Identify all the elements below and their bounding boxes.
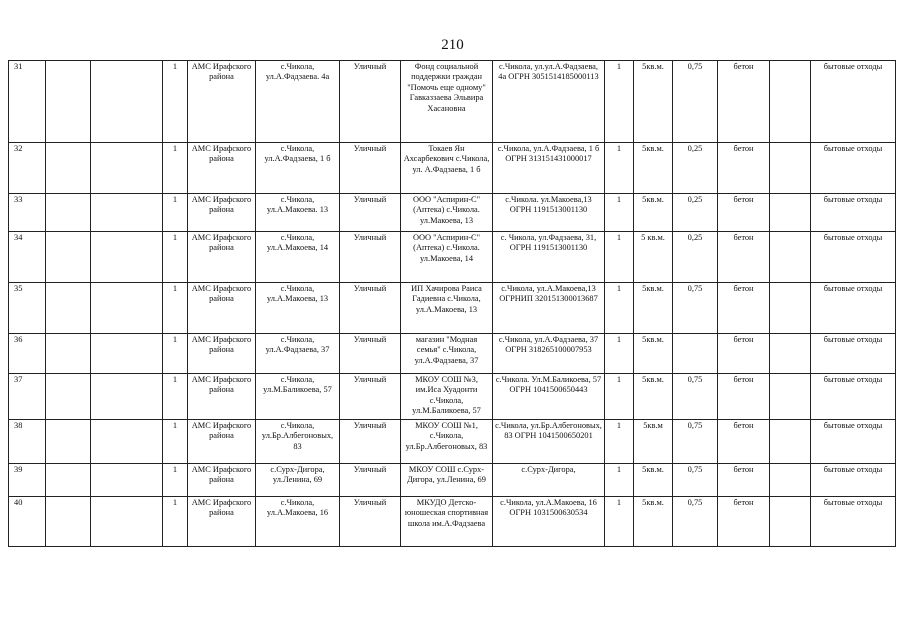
operator-details-cell: с.Чикола, ул.А.Фадзаева, 37 ОГРН 318265100007953: [493, 334, 605, 374]
column4-cell: 1: [163, 464, 188, 497]
empty-cell: [46, 61, 91, 143]
area-cell: 5кв.м.: [634, 283, 673, 334]
column4-cell: 1: [163, 420, 188, 464]
site-type-cell: Уличный: [340, 143, 401, 194]
operator-details-cell: с.Чикола, ул.ул.А.Фадзаева, 4а ОГРН 3051514185000113: [493, 61, 605, 143]
empty-cell: [770, 232, 811, 283]
surface-cell: бетон: [718, 283, 770, 334]
operator-details-cell: с.Чикола, ул.А.Макоева,13 ОГРНИП 320151300013687: [493, 283, 605, 334]
row-number-cell: 32: [9, 143, 46, 194]
empty-cell: [46, 194, 91, 232]
area-cell: 5кв.м: [634, 420, 673, 464]
site-type-cell: Уличный: [340, 334, 401, 374]
column4-cell: 1: [163, 374, 188, 420]
row-number-cell: 40: [9, 497, 46, 547]
column4-cell: 1: [163, 61, 188, 143]
site-type-cell: Уличный: [340, 497, 401, 547]
waste-type-cell: бытовые отходы: [811, 232, 896, 283]
empty-cell: [91, 420, 163, 464]
area-cell: 5кв.м.: [634, 194, 673, 232]
empty-cell: [770, 464, 811, 497]
operator-cell: МКОУ СОШ с.Сурх-Дигора, ул.Ленина, 69: [401, 464, 493, 497]
surface-cell: бетон: [718, 61, 770, 143]
volume-cell: 0,25: [673, 143, 718, 194]
container-count-cell: 1: [605, 420, 634, 464]
volume-cell: 0,25: [673, 194, 718, 232]
column4-cell: 1: [163, 194, 188, 232]
table-row: [9, 374, 896, 420]
empty-cell: [770, 283, 811, 334]
container-count-cell: 1: [605, 497, 634, 547]
address-cell: с.Чикола, ул.М.Баликоева, 57: [256, 374, 340, 420]
waste-type-cell: бытовые отходы: [811, 194, 896, 232]
volume-cell: 0,75: [673, 283, 718, 334]
column4-cell: 1: [163, 283, 188, 334]
area-cell: 5кв.м.: [634, 334, 673, 374]
volume-cell: 0,75: [673, 497, 718, 547]
waste-type-cell: бытовые отходы: [811, 143, 896, 194]
site-type-cell: Уличный: [340, 374, 401, 420]
waste-type-cell: бытовые отходы: [811, 334, 896, 374]
empty-cell: [770, 194, 811, 232]
site-type-cell: Уличный: [340, 464, 401, 497]
operator-cell: Фонд социальной поддержки граждан "Помочь еще одному" Гавказзаева Эльвира Хасановна: [401, 61, 493, 143]
address-cell: с.Чикола, ул.А.Макоева. 13: [256, 194, 340, 232]
empty-cell: [91, 143, 163, 194]
site-type-cell: Уличный: [340, 61, 401, 143]
owner-cell: АМС Ирафского района: [188, 283, 256, 334]
container-count-cell: 1: [605, 61, 634, 143]
operator-details-cell: с.Сурх-Дигора,: [493, 464, 605, 497]
waste-type-cell: бытовые отходы: [811, 464, 896, 497]
table-row: [9, 334, 896, 374]
empty-cell: [91, 497, 163, 547]
container-count-cell: 1: [605, 283, 634, 334]
empty-cell: [91, 61, 163, 143]
empty-cell: [46, 464, 91, 497]
surface-cell: бетон: [718, 334, 770, 374]
operator-cell: Токаев Ян Ахсарбекович с.Чикола, ул. А.Фадзаева, 1 б: [401, 143, 493, 194]
column4-cell: 1: [163, 334, 188, 374]
table-row: [9, 464, 896, 497]
container-count-cell: 1: [605, 334, 634, 374]
row-number-cell: 33: [9, 194, 46, 232]
column4-cell: 1: [163, 143, 188, 194]
empty-cell: [91, 194, 163, 232]
operator-cell: МКУДО Детско-юношеская спортивная школа им.А.Фадзаева: [401, 497, 493, 547]
empty-cell: [91, 374, 163, 420]
empty-cell: [46, 143, 91, 194]
area-cell: 5кв.м.: [634, 143, 673, 194]
site-type-cell: Уличный: [340, 283, 401, 334]
container-count-cell: 1: [605, 194, 634, 232]
container-count-cell: 1: [605, 374, 634, 420]
address-cell: с.Чикола, ул.А.Макоева, 14: [256, 232, 340, 283]
waste-type-cell: бытовые отходы: [811, 374, 896, 420]
operator-details-cell: с.Чикола, ул.Бр.Албегоновых, 83 ОГРН 1041500650201: [493, 420, 605, 464]
volume-cell: 0,25: [673, 232, 718, 283]
volume-cell: 0,75: [673, 420, 718, 464]
surface-cell: бетон: [718, 232, 770, 283]
surface-cell: бетон: [718, 464, 770, 497]
owner-cell: АМС Ирафского района: [188, 143, 256, 194]
waste-type-cell: бытовые отходы: [811, 497, 896, 547]
row-number-cell: 39: [9, 464, 46, 497]
row-number-cell: 31: [9, 61, 46, 143]
volume-cell: 0,75: [673, 464, 718, 497]
owner-cell: АМС Ирафского района: [188, 334, 256, 374]
operator-details-cell: с.Чикола. ул.Макоева,13 ОГРН 1191513001130: [493, 194, 605, 232]
empty-cell: [770, 143, 811, 194]
address-cell: с.Чикола, ул.Бр.Албегоновых, 83: [256, 420, 340, 464]
surface-cell: бетон: [718, 497, 770, 547]
row-number-cell: 34: [9, 232, 46, 283]
empty-cell: [770, 420, 811, 464]
waste-site-registry-table: [8, 60, 896, 547]
owner-cell: АМС Ирафского района: [188, 420, 256, 464]
table-row: [9, 143, 896, 194]
waste-type-cell: бытовые отходы: [811, 61, 896, 143]
address-cell: с.Чикола, ул.А.Макоева, 13: [256, 283, 340, 334]
empty-cell: [91, 232, 163, 283]
area-cell: 5кв.м.: [634, 374, 673, 420]
empty-cell: [91, 283, 163, 334]
operator-details-cell: с.Чикола. Ул.М.Баликоева, 57 ОГРН 1041500650443: [493, 374, 605, 420]
table-row: [9, 497, 896, 547]
area-cell: 5 кв.м.: [634, 232, 673, 283]
empty-cell: [46, 497, 91, 547]
operator-cell: магазин "Модная семья" с.Чикола, ул.А.Фадзаева, 37: [401, 334, 493, 374]
empty-cell: [46, 232, 91, 283]
empty-cell: [46, 374, 91, 420]
area-cell: 5кв.м.: [634, 464, 673, 497]
operator-cell: МКОУ СОШ №1, с.Чикола, ул.Бр.Албегоновых, 83: [401, 420, 493, 464]
empty-cell: [46, 334, 91, 374]
volume-cell: 0,75: [673, 374, 718, 420]
address-cell: с.Сурх-Дигора, ул.Ленина, 69: [256, 464, 340, 497]
operator-cell: ООО "Аспирин-С" (Аптека) с.Чикола. ул.Макоева, 14: [401, 232, 493, 283]
empty-cell: [91, 464, 163, 497]
row-number-cell: 38: [9, 420, 46, 464]
table-row: [9, 420, 896, 464]
empty-cell: [770, 497, 811, 547]
site-type-cell: Уличный: [340, 194, 401, 232]
owner-cell: АМС Ирафского района: [188, 61, 256, 143]
surface-cell: бетон: [718, 420, 770, 464]
page-number: 210: [441, 37, 464, 53]
row-number-cell: 35: [9, 283, 46, 334]
operator-cell: МКОУ СОШ №3, им.Иса Хуадонти с.Чикола, ул.М.Баликоева, 57: [401, 374, 493, 420]
area-cell: 5кв.м.: [634, 497, 673, 547]
operator-details-cell: с.Чикола, ул.А.Фадзаева, 1 б ОГРН 313151431000017: [493, 143, 605, 194]
owner-cell: АМС Ирафского района: [188, 232, 256, 283]
row-number-cell: 36: [9, 334, 46, 374]
operator-details-cell: с.Чикола, ул.А.Макоева, 16 ОГРН 1031500630534: [493, 497, 605, 547]
container-count-cell: 1: [605, 464, 634, 497]
operator-cell: ООО "Аспирин-С" (Аптека) с.Чикола. ул.Макоева, 13: [401, 194, 493, 232]
empty-cell: [770, 334, 811, 374]
table-row: [9, 232, 896, 283]
container-count-cell: 1: [605, 143, 634, 194]
site-type-cell: Уличный: [340, 420, 401, 464]
owner-cell: АМС Ирафского района: [188, 374, 256, 420]
empty-cell: [770, 61, 811, 143]
operator-cell: ИП Хачирова Раиса Гадиевна с.Чикола, ул.А.Макоева, 13: [401, 283, 493, 334]
empty-cell: [770, 374, 811, 420]
row-number-cell: 37: [9, 374, 46, 420]
surface-cell: бетон: [718, 194, 770, 232]
table-row: [9, 283, 896, 334]
site-type-cell: Уличный: [340, 232, 401, 283]
address-cell: с.Чикола, ул.А.Фадзаева, 1 б: [256, 143, 340, 194]
empty-cell: [91, 334, 163, 374]
owner-cell: АМС Ирафского района: [188, 194, 256, 232]
table-row: [9, 194, 896, 232]
address-cell: с.Чикола, ул.А.Фадзаева, 37: [256, 334, 340, 374]
empty-cell: [46, 283, 91, 334]
address-cell: с.Чикола, ул.А.Макоева, 16: [256, 497, 340, 547]
waste-type-cell: бытовые отходы: [811, 420, 896, 464]
area-cell: 5кв.м.: [634, 61, 673, 143]
surface-cell: бетон: [718, 374, 770, 420]
waste-type-cell: бытовые отходы: [811, 283, 896, 334]
owner-cell: АМС Ирафского района: [188, 464, 256, 497]
operator-details-cell: с. Чикола, ул.Фадзаева, 31, ОГРН 1191513001130: [493, 232, 605, 283]
volume-cell: [673, 334, 718, 374]
container-count-cell: 1: [605, 232, 634, 283]
owner-cell: АМС Ирафского района: [188, 497, 256, 547]
table-row: [9, 61, 896, 143]
column4-cell: 1: [163, 232, 188, 283]
volume-cell: 0,75: [673, 61, 718, 143]
surface-cell: бетон: [718, 143, 770, 194]
address-cell: с.Чикола, ул.А.Фадзаева. 4а: [256, 61, 340, 143]
empty-cell: [46, 420, 91, 464]
column4-cell: 1: [163, 497, 188, 547]
